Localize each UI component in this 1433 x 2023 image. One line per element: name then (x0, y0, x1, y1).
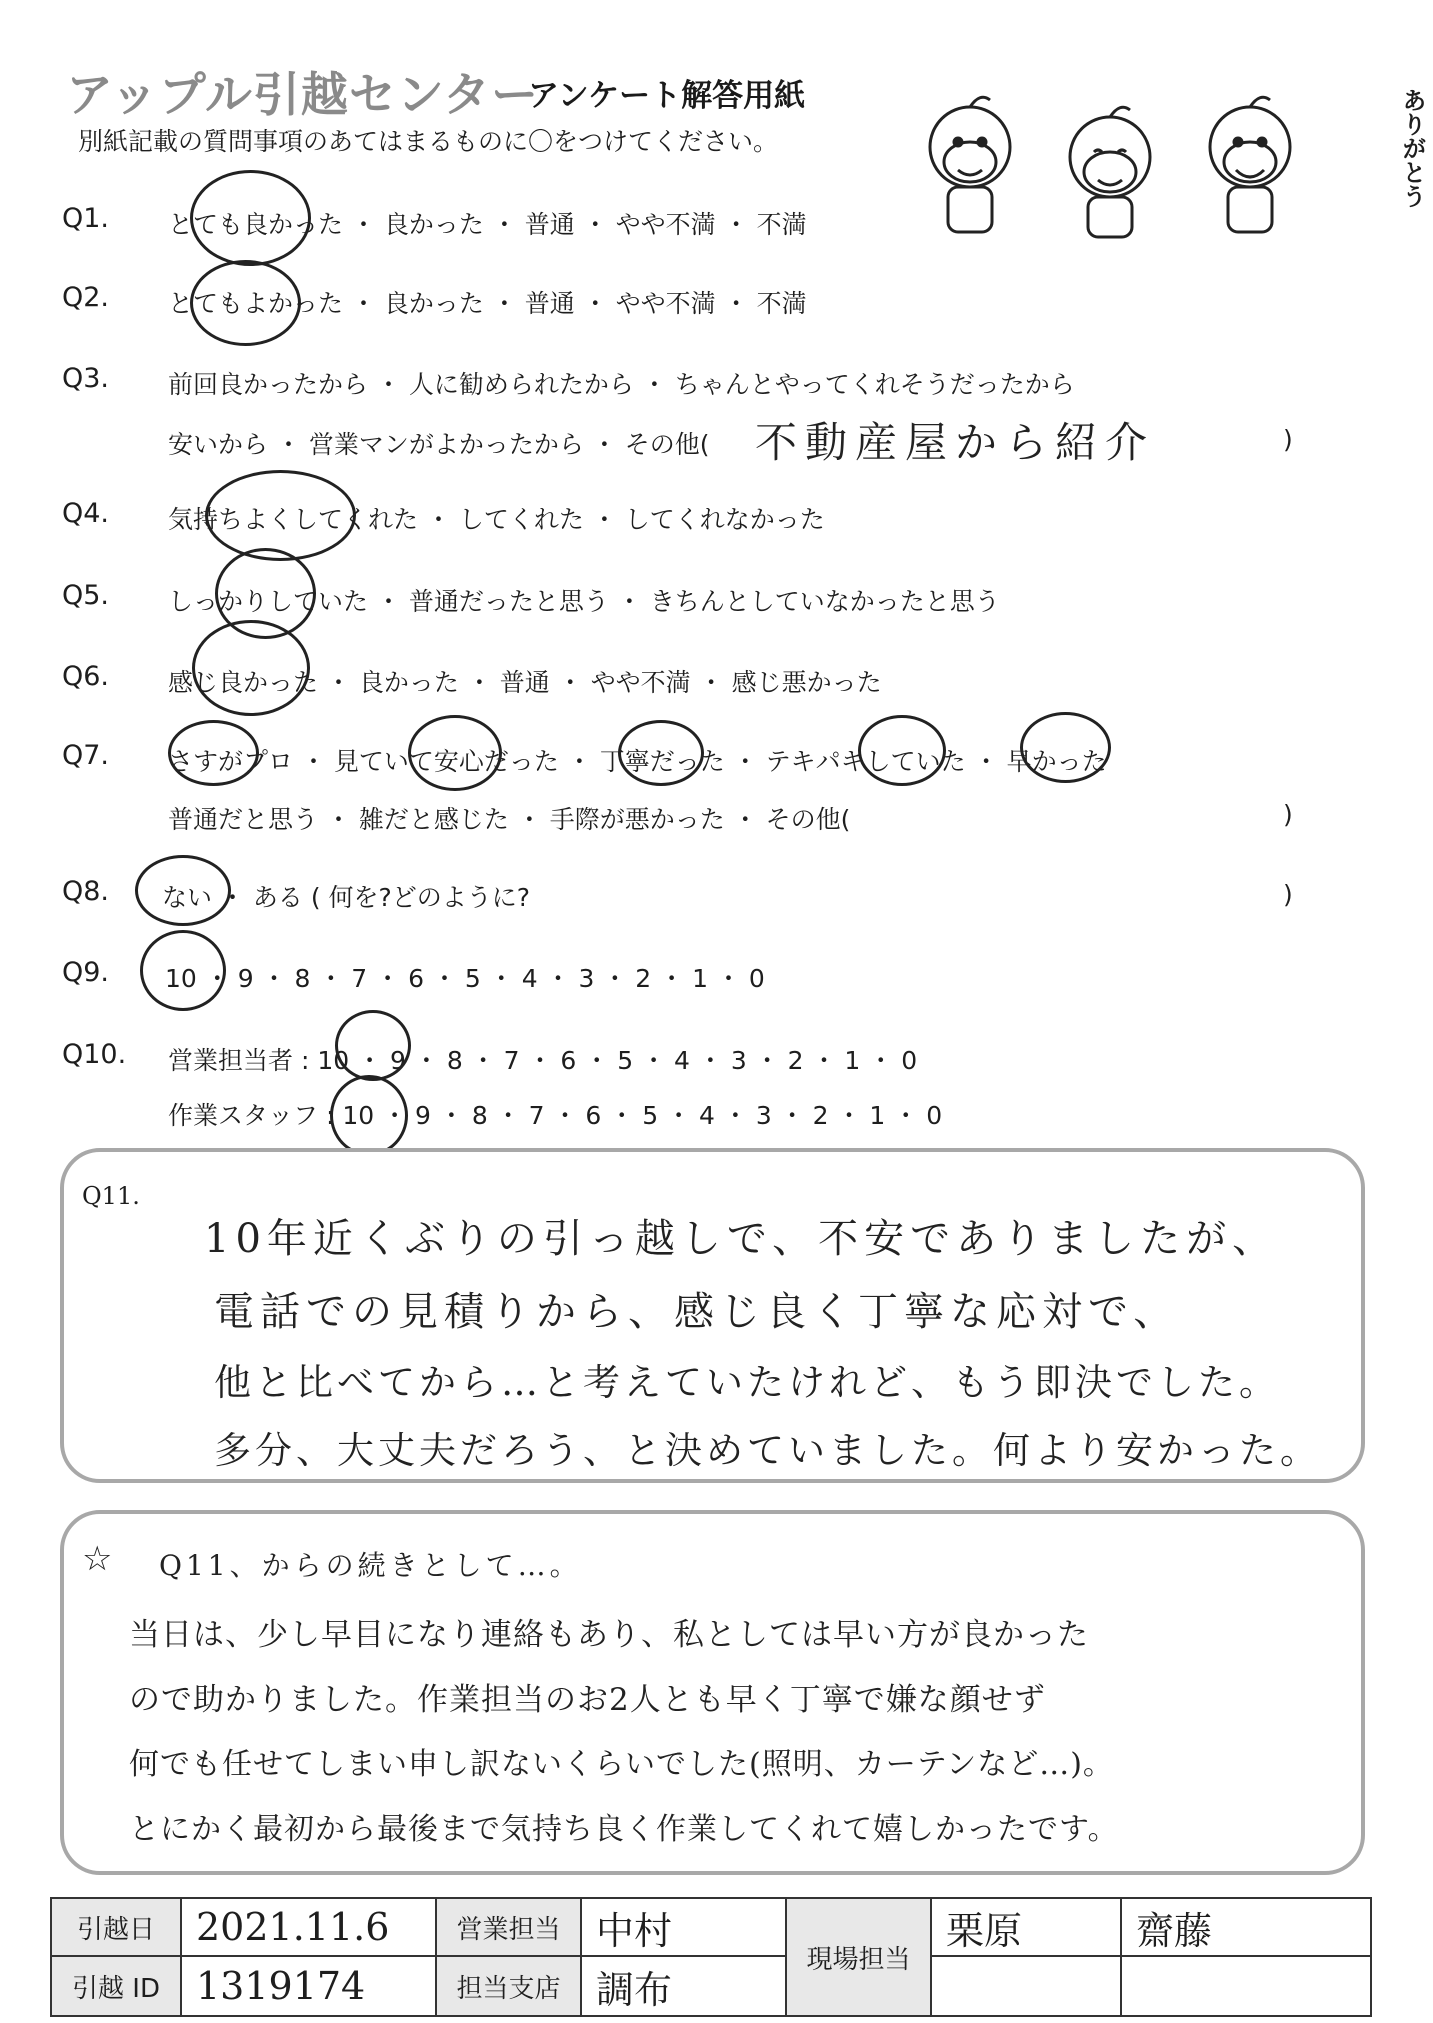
q3-close-paren: ) (1283, 425, 1293, 454)
q1-options: とても良かった ・ 良かった ・ 普通 ・ やや不満 ・ 不満 (168, 210, 807, 239)
q11-label: Q11. (82, 1182, 140, 1210)
q9-scale: 10 ・ 9 ・ 8 ・ 7 ・ 6 ・ 5 ・ 4 ・ 3 ・ 2 ・ 1 ・ 0 (165, 964, 765, 993)
q2-answer-circle (190, 260, 301, 346)
sales-rep-value: 中村 (581, 1898, 786, 1956)
q3-label: Q3. (62, 363, 110, 394)
sales-rep-label: 営業担当 (436, 1898, 581, 1956)
additional-note-box (60, 1510, 1365, 1875)
site-staff-empty-cell (931, 1956, 1121, 2016)
q6-options: 感じ良かった ・ 良かった ・ 普通 ・ やや不満 ・ 感じ悪かった (168, 668, 882, 697)
q7-label: Q7. (62, 740, 110, 771)
q4-label: Q4. (62, 498, 110, 529)
q6-answer-circle (192, 620, 310, 716)
q5-label: Q5. (62, 580, 110, 611)
q11-line: 10年近くぶりの引っ越しで、不安でありましたが、 (204, 1216, 1279, 1262)
monkey-icon (930, 97, 1010, 232)
monkey-mascots-illustration (890, 72, 1340, 242)
note-line: Q11、からの続きとして…。 (159, 1549, 582, 1582)
q11-comment-box (60, 1148, 1365, 1483)
q9-answer-circle (140, 930, 226, 1011)
q8-close-paren: ) (1283, 880, 1293, 909)
q7-answer-circle (1020, 712, 1111, 783)
q11-line: 多分、大丈夫だろう、と決めていました。何より安かった。 (214, 1429, 1321, 1472)
branch-label: 担当支店 (436, 1956, 581, 2016)
move-id-label: 引越 ID (51, 1956, 181, 2016)
q7-answer-circle (168, 720, 259, 786)
q7-options-line1: さすがプロ ・ 見ていて安心だった ・ 丁寧だった ・ テキパキしていた ・ 早かった (168, 747, 1107, 776)
monkey-icon (1070, 107, 1150, 237)
q8-label: Q8. (62, 876, 110, 907)
move-date-value: 2021.11.6 (181, 1898, 436, 1956)
note-line: 何でも任せてしまい申し訳ないくらいでした(照明、カーテンなど…)。 (129, 1747, 1114, 1782)
mascot-thanks-text: ありがとう (1398, 88, 1426, 208)
q7-answer-circle (858, 715, 946, 786)
q11-line: 他と比べてから…と考えていたけれど、もう即決でした。 (214, 1361, 1280, 1404)
q7-answer-circle (408, 715, 502, 791)
q3-other-answer: 不動産屋から紹介 (755, 418, 1156, 467)
move-info-table (50, 1897, 1372, 2017)
monkey-icon (1210, 97, 1290, 232)
q7-close-paren: ) (1283, 800, 1293, 829)
q6-label: Q6. (62, 661, 110, 692)
q3-options-line2: 安いから ・ 営業マンがよかったから ・ その他( (168, 430, 710, 459)
site-staff-empty-cell (1121, 1956, 1371, 2016)
q8-options: ない ・ ある ( 何を?どのように? (162, 883, 531, 912)
note-line: ので助かりました。作業担当のお2人とも早く丁寧で嫌な顔せず (129, 1682, 1046, 1718)
q9-label: Q9. (62, 957, 110, 988)
move-date-label: 引越日 (51, 1898, 181, 1956)
site-staff-label: 現場担当 (786, 1898, 931, 2016)
q10-staff-answer-circle (330, 1075, 408, 1156)
q11-line: 電話での見積りから、感じ良く丁寧な応対で、 (214, 1289, 1180, 1335)
site-staff-1: 栗原 (931, 1898, 1121, 1956)
q2-label: Q2. (62, 282, 110, 313)
branch-value: 調布 (581, 1956, 786, 2016)
q4-answer-circle (205, 470, 356, 561)
note-line: とにかく最初から最後まで気持ち良く作業してくれて嬉しかったです。 (129, 1812, 1119, 1847)
q1-answer-circle (190, 170, 311, 266)
q10-staff-scale: 作業スタッフ : 10 ・ 9 ・ 8 ・ 7 ・ 6 ・ 5 ・ 4 ・ 3 ・ 2 ・ 1 ・ 0 (168, 1101, 943, 1130)
q8-answer-circle (135, 855, 231, 926)
q10-sales-answer-circle (335, 1010, 411, 1081)
q7-options-line2: 普通だと思う ・ 雑だと感じた ・ 手際が悪かった ・ その他( (168, 805, 851, 834)
q10-label: Q10. (62, 1039, 127, 1070)
q2-options: とてもよかった ・ 良かった ・ 普通 ・ やや不満 ・ 不満 (168, 289, 807, 318)
q7-answer-circle (618, 720, 704, 786)
q10-sales-scale: 営業担当者 : 10 ・ 9 ・ 8 ・ 7 ・ 6 ・ 5 ・ 4 ・ 3 ・ 2 ・ 1 ・ 0 (168, 1046, 918, 1075)
q3-options-line1: 前回良かったから ・ 人に勧められたから ・ ちゃんとやってくれそうだったから (168, 370, 1075, 399)
move-id-value: 1319174 (181, 1956, 436, 2016)
form-title: アンケート解答用紙 (528, 78, 806, 114)
brand-name: アップル引越センター (66, 68, 539, 123)
note-line: 当日は、少し早目になり連絡もあり、私としては早い方が良かった (129, 1617, 1089, 1653)
q4-options: 気持ちよくしてくれた ・ してくれた ・ してくれなかった (168, 505, 825, 534)
q5-options: しっかりしていた ・ 普通だったと思う ・ きちんとしていなかったと思う (168, 587, 1000, 616)
star-icon: ☆ (82, 1539, 113, 1579)
q1-label: Q1. (62, 203, 110, 234)
site-staff-2: 齋藤 (1121, 1898, 1371, 1956)
instruction-text: 別紙記載の質問事項のあてはまるものに〇をつけてください。 (78, 127, 779, 156)
